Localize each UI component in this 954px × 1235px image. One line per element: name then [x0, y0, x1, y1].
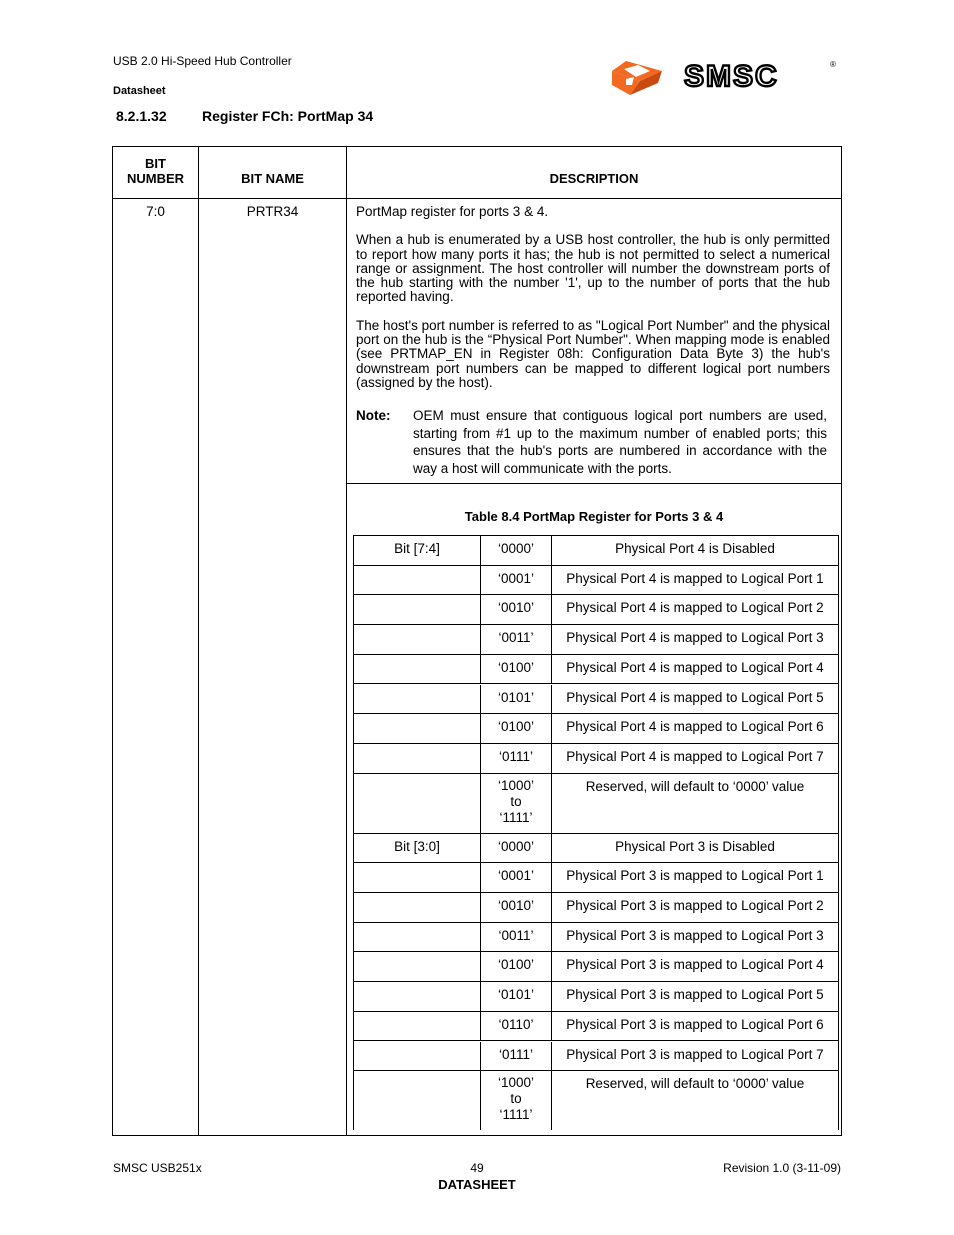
portmap-value-text: ‘0011’: [498, 630, 534, 646]
portmap-meaning: [551, 1071, 838, 1130]
portmap-value: [480, 714, 551, 743]
portmap-bits: Bit [7:4]: [394, 541, 440, 556]
portmap-table: [353, 535, 839, 1130]
portmap-value-line: to: [510, 793, 522, 809]
portmap-row: [354, 923, 838, 953]
portmap-meaning: [551, 774, 838, 833]
portmap-row: [354, 774, 838, 834]
portmap-value: [480, 863, 551, 892]
portmap-value: [480, 952, 551, 981]
document-subtitle: Datasheet: [113, 85, 166, 97]
portmap-row: [354, 655, 838, 685]
portmap-value-text: ‘0101’: [497, 689, 535, 705]
section-title: Register FCh: PortMap 34: [202, 108, 374, 124]
subtable-caption: Table 8.4 PortMap Register for Ports 3 & 4: [464, 509, 724, 524]
portmap-meaning-text: Reserved, will default to ‘0000’ value: [585, 1076, 805, 1092]
portmap-meaning: [551, 685, 838, 714]
portmap-value-text: ‘0111’: [498, 1046, 534, 1062]
portmap-row: [354, 863, 838, 893]
portmap-value-text: ‘0100’: [497, 957, 535, 973]
portmap-row: [354, 714, 838, 744]
portmap-meaning: [551, 714, 838, 743]
portmap-row: [354, 893, 838, 923]
section-heading: [116, 108, 373, 124]
header-divider: [113, 198, 841, 199]
footer-page-number: 49: [470, 1161, 484, 1175]
portmap-value-line: to: [510, 1091, 522, 1107]
portmap-meaning-text: Physical Port 4 is mapped to Logical Port 6: [566, 719, 824, 735]
description-divider: [347, 483, 841, 484]
portmap-row: [354, 1071, 838, 1130]
document-title: USB 2.0 Hi-Speed Hub Controller: [113, 54, 292, 68]
portmap-value: [480, 566, 551, 595]
registered-mark: ®: [830, 60, 836, 69]
portmap-value: [480, 893, 551, 922]
cell-bit-name: PRTR34: [246, 204, 299, 219]
description-paragraph: PortMap register for ports 3 & 4.: [356, 204, 549, 219]
portmap-value: [480, 923, 551, 952]
portmap-value: [480, 774, 551, 833]
note-label: Note:: [356, 408, 391, 423]
header-description: DESCRIPTION: [549, 171, 639, 186]
portmap-meaning-text: Physical Port 3 is mapped to Logical Port 3: [566, 927, 824, 943]
portmap-meaning: [551, 625, 838, 654]
portmap-value: [480, 834, 551, 863]
portmap-meaning-text: Reserved, will default to ‘0000’ value: [585, 778, 805, 794]
portmap-meaning-text: Physical Port 4 is mapped to Logical Port 2: [566, 600, 824, 616]
portmap-meaning: [551, 893, 838, 922]
portmap-meaning: [551, 566, 838, 595]
portmap-value-text: ‘0000’: [497, 541, 535, 556]
header-bit-number-line2: NUMBER: [126, 171, 185, 186]
portmap-row: [354, 595, 838, 625]
portmap-value: [480, 685, 551, 714]
portmap-value-text: ‘0100’: [497, 719, 535, 735]
footer-revision: Revision 1.0 (3-11-09): [723, 1161, 841, 1175]
portmap-bits: Bit [3:0]: [394, 838, 440, 854]
portmap-meaning: [551, 655, 838, 684]
portmap-value-line: ‘1111’: [499, 1107, 533, 1123]
portmap-meaning-text: Physical Port 4 is Disabled: [615, 541, 775, 556]
portmap-value-text: ‘0001’: [497, 868, 535, 884]
portmap-meaning-text: Physical Port 3 is mapped to Logical Port 4: [566, 957, 824, 973]
portmap-value: [480, 1042, 551, 1071]
portmap-row: [354, 834, 838, 864]
portmap-meaning: [551, 982, 838, 1011]
portmap-meaning-text: Physical Port 4 is mapped to Logical Port 1: [566, 570, 824, 586]
logo-wordmark: SMSC: [684, 60, 779, 93]
portmap-meaning: [551, 834, 838, 863]
smsc-logo: [610, 55, 840, 97]
note-block: [356, 407, 830, 479]
portmap-row: [354, 685, 838, 715]
portmap-value-text: ‘0110’: [498, 1016, 534, 1032]
portmap-meaning: [551, 595, 838, 624]
portmap-value: [480, 625, 551, 654]
portmap-value-text: ‘0010’: [497, 600, 535, 616]
portmap-value: [480, 1071, 551, 1130]
portmap-row: [354, 536, 838, 566]
portmap-row: [354, 1042, 838, 1072]
portmap-meaning-text: Physical Port 3 is mapped to Logical Port 6: [566, 1016, 824, 1032]
portmap-row: [354, 1012, 838, 1042]
portmap-value: [480, 655, 551, 684]
header-bit-name: BIT NAME: [241, 171, 304, 186]
portmap-meaning: [551, 536, 838, 565]
portmap-row: [354, 982, 838, 1012]
portmap-value-text: ‘0000’: [497, 838, 535, 854]
description-paragraph: When a hub is enumerated by a USB host controller, the hub is only permitted to report how many ports it has; the hub is not permitted to select a numerical range or assignment. The host controller will number the downstream ports of the hub starting with the number '1', up to the number of ports that the hub reported having.: [356, 232, 830, 305]
column-divider: [198, 147, 199, 1135]
portmap-meaning-text: Physical Port 3 is mapped to Logical Port 5: [566, 987, 824, 1003]
portmap-value-line: ‘1000’: [497, 777, 535, 793]
portmap-row: [354, 625, 838, 655]
portmap-row: [354, 566, 838, 596]
portmap-value-text: ‘0111’: [498, 748, 534, 764]
portmap-meaning-text: Physical Port 4 is mapped to Logical Port 7: [566, 748, 824, 764]
footer-product: SMSC USB251x: [113, 1161, 202, 1175]
portmap-meaning: [551, 1042, 838, 1071]
portmap-value-line: ‘1000’: [497, 1075, 535, 1091]
portmap-meaning: [551, 863, 838, 892]
portmap-row: [354, 952, 838, 982]
footer-doc-type: DATASHEET: [438, 1177, 516, 1192]
portmap-meaning-text: Physical Port 4 is mapped to Logical Port 5: [566, 689, 824, 705]
portmap-row: [354, 744, 838, 774]
portmap-value: [480, 536, 551, 565]
portmap-meaning: [551, 923, 838, 952]
header-bit-number-line1: BIT: [145, 156, 166, 171]
portmap-meaning-text: Physical Port 3 is mapped to Logical Port 7: [566, 1046, 824, 1062]
portmap-value: [480, 744, 551, 773]
portmap-meaning-text: Physical Port 3 is mapped to Logical Port 2: [566, 898, 824, 913]
portmap-meaning: [551, 1012, 838, 1041]
portmap-value-text: ‘0011’: [498, 927, 534, 943]
smsc-logo-mark-icon: [610, 55, 840, 97]
header-bit-number: [113, 156, 198, 186]
portmap-meaning: [551, 952, 838, 981]
portmap-value-line: ‘1111’: [499, 809, 533, 825]
portmap-meaning-text: Physical Port 3 is Disabled: [615, 838, 775, 854]
note-text: OEM must ensure that contiguous logical port numbers are used, starting from #1 up to the maximum number of enabled ports; this ensures that the hub's ports are numbered in accordance with the way a host will communicate with the ports.: [413, 408, 827, 476]
cell-description: [356, 205, 830, 404]
portmap-value-text: ‘0001’: [497, 570, 535, 586]
portmap-meaning-text: Physical Port 3 is mapped to Logical Port 1: [566, 868, 824, 884]
portmap-value-text: ‘0100’: [497, 659, 535, 675]
portmap-meaning-text: Physical Port 4 is mapped to Logical Port 3: [566, 630, 824, 646]
description-paragraph: The host's port number is referred to as "Logical Port Number" and the physical port on the hub is the “Physical Port Number". When mapping mode is enabled (see PRTMAP_EN in Register 08h: Configuration Data Byte 3) the hub's downstream port numbers can be mapped to different logical port numbers (assigned by the host).: [356, 317, 830, 390]
portmap-value: [480, 982, 551, 1011]
portmap-value-text: ‘0010’: [497, 898, 535, 913]
portmap-value: [480, 1012, 551, 1041]
column-divider: [346, 147, 347, 1135]
section-number: 8.2.1.32: [116, 108, 167, 124]
portmap-meaning: [551, 744, 838, 773]
portmap-meaning-text: Physical Port 4 is mapped to Logical Port 4: [566, 659, 824, 675]
cell-bit-number: 7:0: [146, 204, 165, 219]
portmap-value-text: ‘0101’: [497, 987, 535, 1003]
portmap-value: [480, 595, 551, 624]
